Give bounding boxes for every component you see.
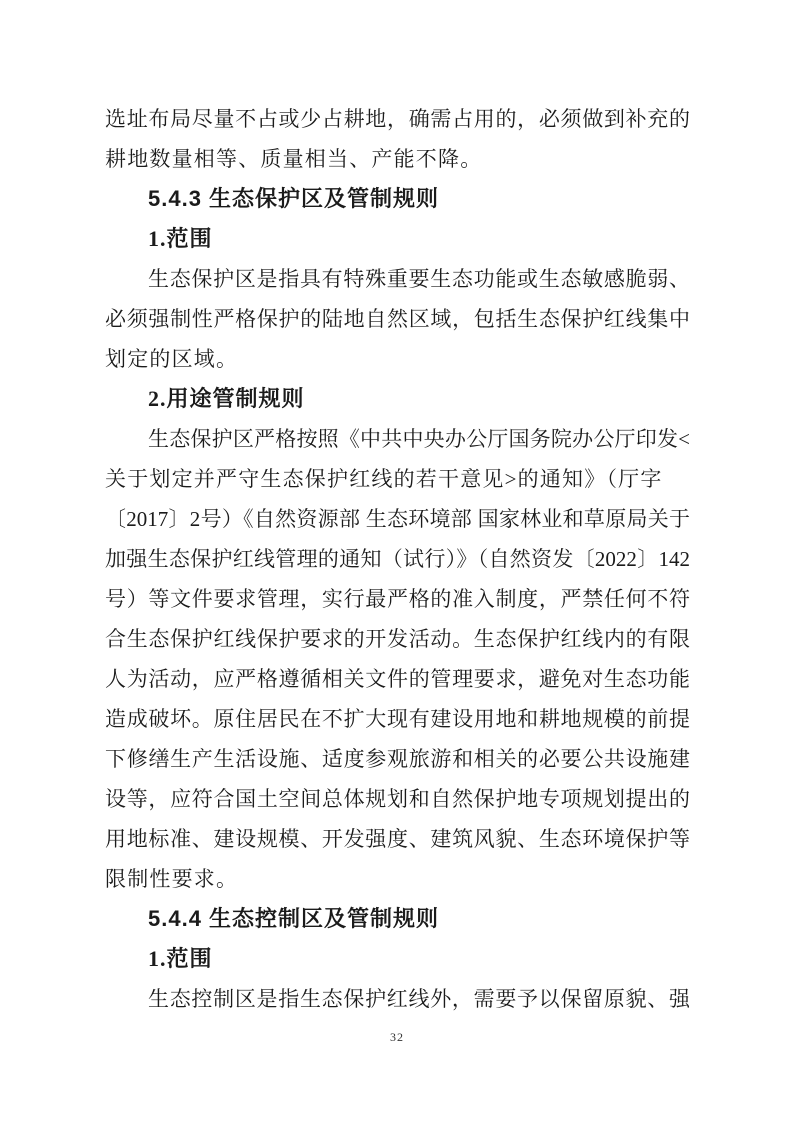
subheading-1-scope-2: 1.范围 — [148, 946, 213, 971]
body-line: 设等，应符合国土空间总体规划和自然保护地专项规划提出的 — [105, 787, 690, 811]
body-line: 下修缮生产生活设施、适度参观旅游和相关的必要公共设施建 — [105, 747, 690, 771]
page-number: 32 — [390, 1030, 404, 1044]
body-line: 〔2017〕2号）《自然资源部 生态环境部 国家林业和草原局关于 — [105, 507, 690, 531]
body-line: 限制性要求。 — [105, 867, 239, 891]
body-line: 人为活动，应严格遵循相关文件的管理要求，避免对生态功能 — [105, 667, 690, 691]
body-line: 生态保护区是指具有特殊重要生态功能或生态敏感脆弱、 — [148, 267, 690, 291]
body-line: 必须强制性严格保护的陆地自然区域，包括生态保护红线集中 — [105, 307, 690, 331]
body-line: 生态控制区是指生态保护红线外，需要予以保留原貌、强 — [148, 987, 690, 1011]
body-line: 划定的区域。 — [105, 347, 239, 371]
subheading-2-use-control-rules: 2.用途管制规则 — [148, 386, 305, 411]
body-line: 关于划定并严守生态保护红线的若干意见>的通知》（厅字 — [105, 467, 663, 491]
body-line: 加强生态保护红线管理的通知（试行）》（自然资发〔2022〕142 — [105, 547, 690, 571]
body-line: 生态保护区严格按照《中共中央办公厅国务院办公厅印发< — [148, 427, 690, 451]
body-line: 选址布局尽量不占或少占耕地，确需占用的，必须做到补充的 — [105, 107, 690, 131]
body-line: 号）等文件要求管理，实行最严格的准入制度，严禁任何不符 — [105, 587, 690, 611]
body-line: 耕地数量相等、质量相当、产能不降。 — [105, 147, 483, 171]
text-block — [105, 99, 690, 1019]
heading-5-4-3: 5.4.3 生态保护区及管制规则 — [148, 186, 440, 211]
heading-5-4-4: 5.4.4 生态控制区及管制规则 — [148, 906, 440, 931]
body-line: 合生态保护红线保护要求的开发活动。生态保护红线内的有限 — [105, 627, 690, 651]
subheading-1-scope: 1.范围 — [148, 226, 213, 251]
body-line: 用地标准、建设规模、开发强度、建筑风貌、生态环境保护等 — [105, 827, 690, 851]
body-line: 造成破坏。原住居民在不扩大现有建设用地和耕地规模的前提 — [105, 707, 690, 731]
